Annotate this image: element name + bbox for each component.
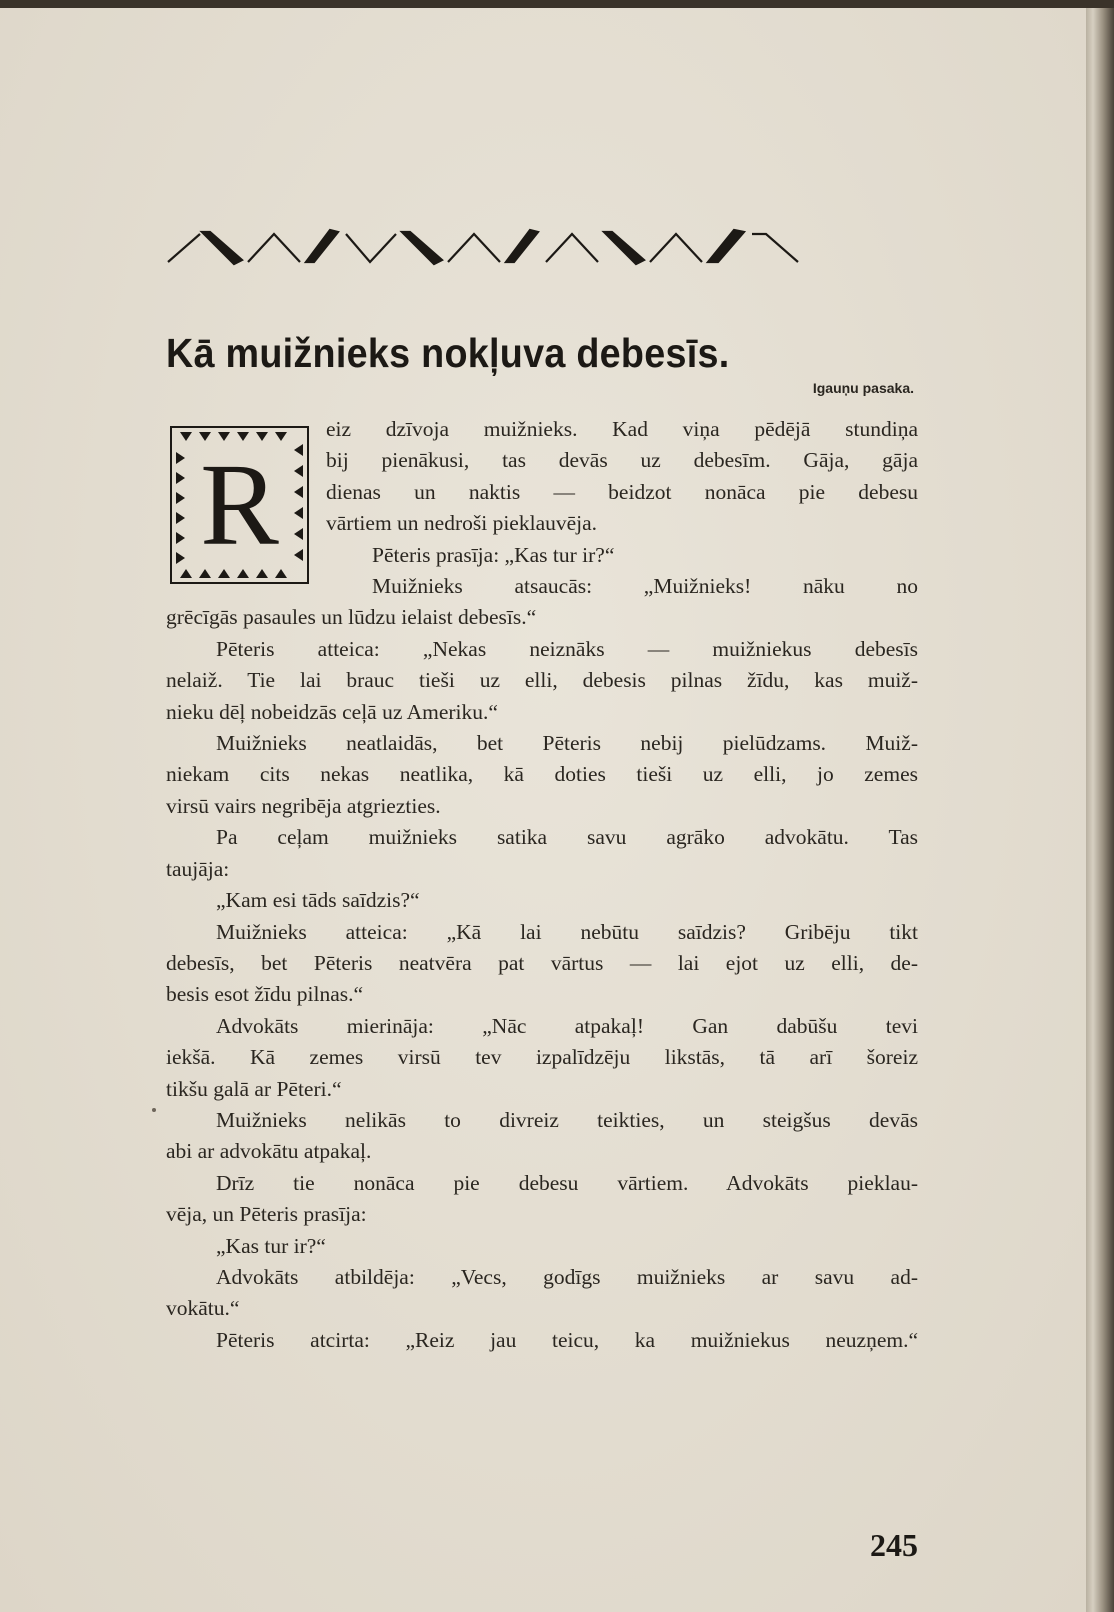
text-line: Pēteris prasīja: „Kas tur ir?“ [372,542,615,567]
text-line: taujāja: [166,856,230,881]
text-line: debesīs, bet Pēteris neatvēra pat vārtus — lai ejot uz elli, de- [166,950,918,975]
text-line: virsū vairs negribēja atgriezties. [166,793,441,818]
page-edge [1086,8,1114,1612]
text-line: grēcīgās pasaules un lūdzu ielaist debesīs.“ [166,605,537,630]
text-line: tikšu galā ar Pēteri.“ [166,1076,342,1101]
text-line: vēja, un Pēteris prasīja: [166,1202,367,1227]
text-line: vokātu.“ [166,1296,240,1321]
text-line: vārtiem un nedroši pieklauvēja. [326,511,598,536]
text-line: nieku dēļ nobeidzās ceļā uz Ameriku.“ [166,699,498,724]
text-line: Drīz tie nonāca pie debesu vārtiem. Advokāts pieklau- [216,1170,918,1195]
text-line: dienas un naktis — beidzot nonāca pie debesu [326,479,918,504]
text-line: eiz dzīvoja muižnieks. Kad viņa pēdējā stundiņa [326,417,918,441]
text-line: besis esot žīdu pilnas.“ [166,982,364,1007]
text-line: iekšā. Kā zemes virsū tev izpalīdzēju likstās, tā arī šoreiz [166,1045,918,1070]
text-line: bij pienākusi, tas devās uz debesīm. Gāja, gāja [326,448,918,473]
text-line: niekam cits nekas neatlika, kā doties tieši uz elli, jo zemes [166,762,918,787]
text-line: „Kam esi tāds saīdzis?“ [216,888,420,913]
text-line: abi ar advokātu atpakaļ. [166,1139,372,1164]
text-line: Pēteris atcirta: „Reiz jau teicu, ka muižniekus neuzņem.“ [216,1327,918,1352]
text-line: Advokāts mierināja: „Nāc atpakaļ! Gan dabūšu tevi [216,1013,918,1038]
story-title: Kā muižnieks nokļuva debesīs. [166,330,730,376]
paper-speck [152,1108,156,1112]
text-line: „Kas tur ir?“ [216,1233,326,1258]
text-line: Muižnieks atsaucās: „Muižnieks! nāku no [372,574,918,599]
drop-cap-letter: R [200,439,279,570]
page-number: 245 [870,1527,918,1563]
text-line: Pēteris atteica: „Nekas neiznāks — muižniekus debesīs [216,636,918,661]
text-line: Advokāts atbildēja: „Vecs, godīgs muižnieks ar savu ad- [216,1264,918,1289]
story-body [166,414,918,1356]
text-line: Pa ceļam muižnieks satika savu agrāko advokātu. Tas [216,825,918,850]
text-line: Muižnieks nelikās to divreiz teikties, un steigšus devās [216,1107,918,1132]
story-subtitle: Igauņu pasaka. [812,380,914,396]
decorative-ornament [166,222,918,270]
text-line: nelaiž. Tie lai brauc tieši uz elli, debesis pilnas žīdu, kas muiž- [166,668,918,693]
text-line: Muižnieks neatlaidās, bet Pēteris nebij pielūdzams. Muiž- [216,731,918,756]
text-line: Muižnieks atteica: „Kā lai nebūtu saīdzis? Gribēju tikt [216,919,918,944]
